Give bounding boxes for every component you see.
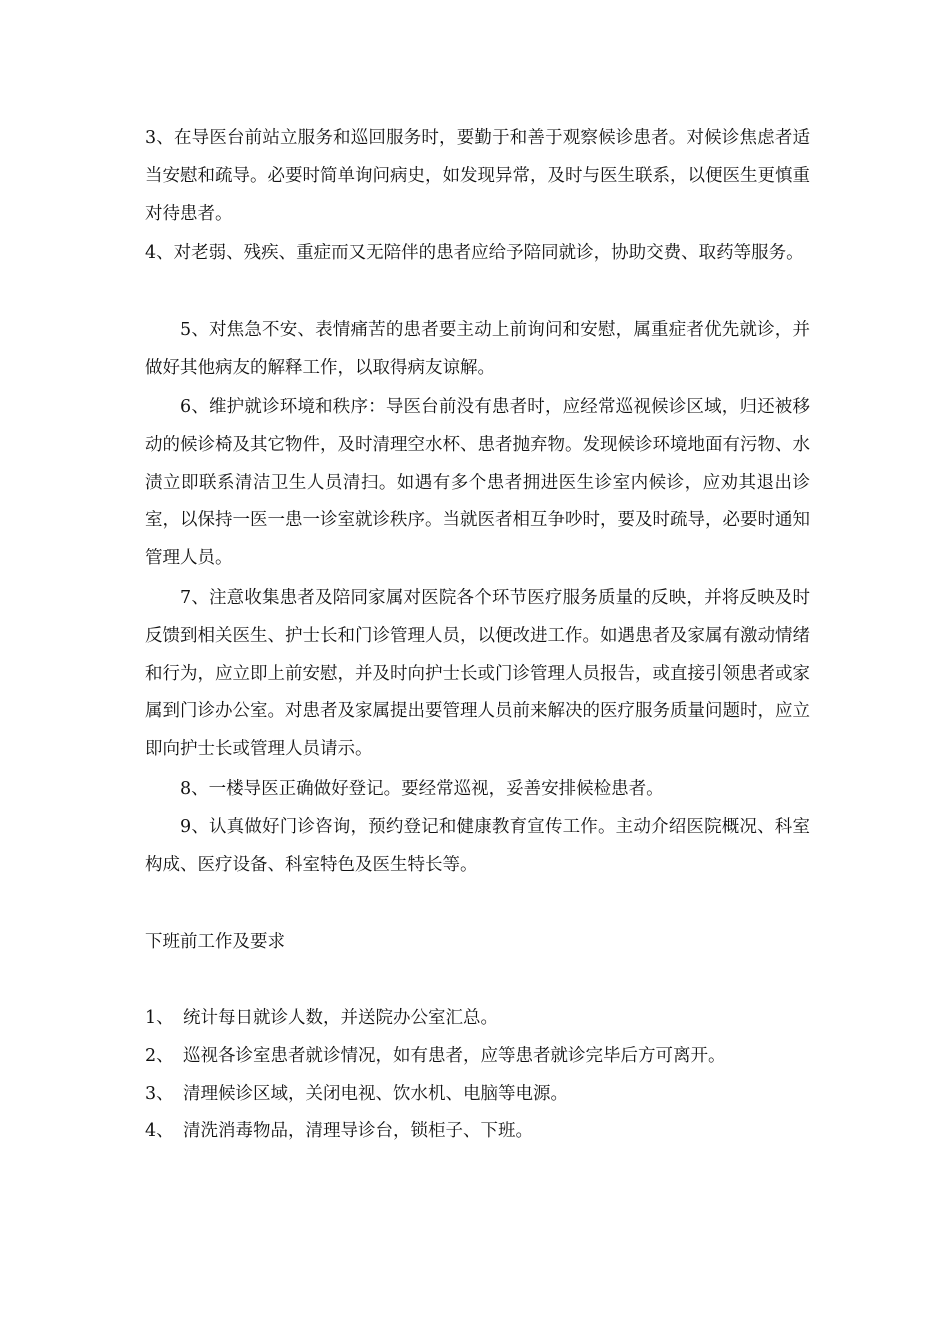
paragraph-item-6: 6、维护就诊环境和秩序：导医台前没有患者时，应经常巡视候诊区域，归还被移动的候诊椅及其它物件，及时清理空水杯、患者抛弃物。发现候诊环境地面有污物、水渍立即联系清洁卫生人员清扫。如遇有多个患者拥进医生诊室内候诊，应劝其退出诊室，以保持一医一患一诊室就诊秩序。当就医者相互争吵时，要及时疏导，必要时通知管理人员。 (145, 397, 810, 569)
list-item-number: 1、 (145, 1008, 174, 1028)
paragraph-item-3: 3、在导医台前站立服务和巡回服务时，要勤于和善于观察候诊患者。对候诊焦虑者适当安慰和疏导。必要时简单询问病史，如发现异常，及时与医生联系，以便医生更慎重对待患者。 (145, 128, 810, 224)
paragraph-item-5: 5、对焦急不安、表情痛苦的患者要主动上前询问和安慰，属重症者优先就诊，并做好其他病友的解释工作，以取得病友谅解。 (145, 320, 810, 378)
list-item-text: 清理候诊区域，关闭电视、饮水机、电脑等电源。 (183, 1083, 568, 1104)
list-item (145, 1076, 810, 1114)
list-item-text: 清洗消毒物品，清理导诊台，锁柜子、下班。 (183, 1121, 533, 1142)
closing-tasks-list (145, 1000, 810, 1151)
list-item (145, 1000, 810, 1038)
paragraph-item-4: 4、对老弱、残疾、重症而又无陪伴的患者应给予陪同就诊，协助交费、取药等服务。 (145, 243, 804, 263)
list-item-number: 2、 (145, 1045, 174, 1066)
paragraph-item-7: 7、注意收集患者及陪同家属对医院各个环节医疗服务质量的反映，并将反映及时反馈到相关医生、护士长和门诊管理人员，以便改进工作。如遇患者及家属有激动情绪和行为，应立即上前安慰，并及时向护士长或门诊管理人员报告，或直接引领患者或家属到门诊办公室。对患者及家属提出要管理人员前来解决的医疗服务质量问题时，应立即向护士长或管理人员请示。 (145, 588, 810, 760)
section-title: 下班前工作及要求 (145, 932, 285, 952)
list-item (145, 1038, 810, 1076)
list-item-number: 3、 (145, 1083, 174, 1104)
paragraph-item-9: 9、认真做好门诊咨询，预约登记和健康教育宣传工作。主动介绍医院概况、科室构成、医疗设备、科室特色及医生特长等。 (145, 817, 810, 875)
list-item-text: 统计每日就诊人数，并送院办公室汇总。 (183, 1008, 498, 1028)
paragraph-item-8: 8、一楼导医正确做好登记。要经常巡视，妥善安排候检患者。 (180, 779, 664, 799)
list-item-number: 4、 (145, 1121, 174, 1142)
list-item (145, 1113, 810, 1151)
list-item-text: 巡视各诊室患者就诊情况，如有患者，应等患者就诊完毕后方可离开。 (183, 1045, 726, 1066)
